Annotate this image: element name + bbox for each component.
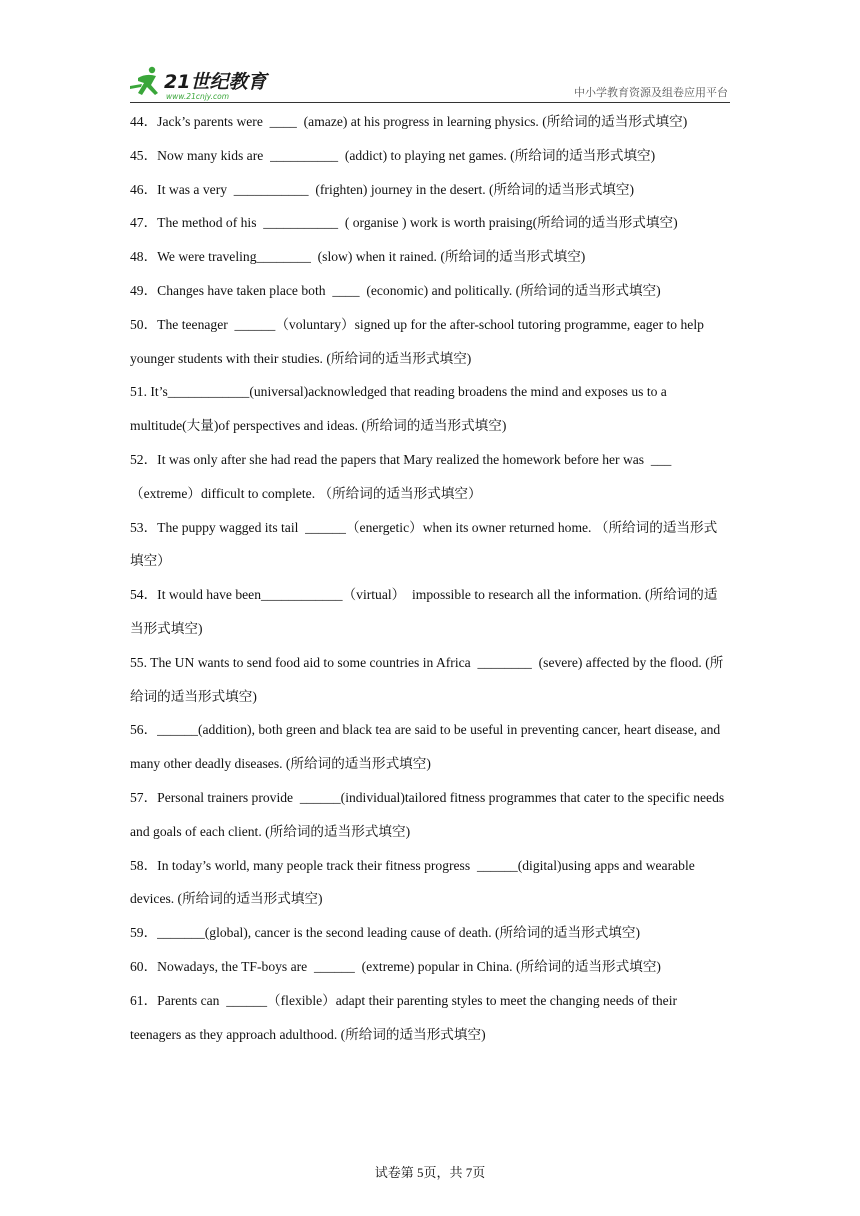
header-tagline: 中小学教育资源及组卷应用平台 xyxy=(574,86,728,99)
question-item xyxy=(130,308,730,376)
page-footer: 试卷第 5页，共 7页 xyxy=(374,1165,486,1180)
question-item xyxy=(130,206,730,240)
question-item xyxy=(130,713,730,781)
question-item xyxy=(130,511,730,579)
question-text: 56．______(addition), both green and black tea are said to be useful in preventing cancer, heart disease, and many other deadly diseases. (所给词的适当形式填空) xyxy=(130,722,724,772)
page-header xyxy=(130,58,730,103)
question-text: 45．Now many kids are __________ (addict) to playing net games. (所给词的适当形式填空) xyxy=(130,147,656,163)
runner-icon xyxy=(130,67,158,95)
question-item xyxy=(130,781,730,849)
question-text: 55. The UN wants to send food aid to some countries in Africa ________ (severe) affected by the flood. (所给词的适当形式填空) xyxy=(130,654,724,704)
question-item xyxy=(130,578,730,646)
question-item xyxy=(130,375,730,443)
question-text: 61．Parents can ______（flexible）adapt their parenting styles to meet the changing needs of their teenagers as they approach adulthood. (所给词的适当形式填空) xyxy=(130,992,681,1042)
question-list xyxy=(130,105,730,1051)
question-text: 58．In today’s world, many people track their fitness progress ______(digital)using apps and wearable devices. (所给词的适当形式填空) xyxy=(130,857,699,907)
question-text: 44．Jack’s parents were ____ (amaze) at his progress in learning physics. (所给词的适当形式填空) xyxy=(130,114,688,129)
question-text: 54．It would have been____________（virtual） impossible to research all the information. (所给词的适当形式填空) xyxy=(130,587,718,636)
question-text: 57．Personal trainers provide ______(individual)tailored fitness programmes that cater to the specific needs and goals of each client. (所给词的适当形式填空) xyxy=(130,789,728,839)
question-text: 48．We were traveling________ (slow) when it rained. (所给词的适当形式填空) xyxy=(130,249,586,265)
question-text: 47．The method of his ___________ ( organise ) work is worth praising(所给词的适当形式填空) xyxy=(130,215,678,231)
question-text: 52．It was only after she had read the papers that Mary realized the homework before her was ___（extreme）difficult to complete. （所给词的适当形式填空） xyxy=(130,451,672,501)
question-item xyxy=(130,646,730,714)
logo-21cnjy xyxy=(130,64,270,102)
question-item xyxy=(130,443,730,511)
logo-text: 21世纪教育 xyxy=(164,71,267,93)
question-item xyxy=(130,950,730,984)
question-text: 51. It’s____________(universal)acknowledged that reading broadens the mind and exposes us to a multitude(大量)of perspectives and ideas. (所给词的适当形式填空) xyxy=(130,384,671,434)
question-text: 50．The teenager ______（voluntary）signed up for the after-school tutoring programme, eager to help younger students with their studies. (所给词的适当形式填空) xyxy=(130,316,708,366)
question-item xyxy=(130,105,730,139)
question-text: 59．_______(global), cancer is the second leading cause of death. (所给词的适当形式填空) xyxy=(130,925,641,941)
question-item xyxy=(130,274,730,308)
question-item xyxy=(130,240,730,274)
question-item xyxy=(130,849,730,917)
question-item xyxy=(130,173,730,207)
logo-url: www.21cnjy.com xyxy=(166,92,230,101)
question-item xyxy=(130,984,730,1052)
question-item xyxy=(130,916,730,950)
question-text: 49．Changes have taken place both ____ (economic) and politically. (所给词的适当形式填空) xyxy=(130,282,661,298)
question-text: 53．The puppy wagged its tail ______（energetic）when its owner returned home. （所给词的适当形式填空） xyxy=(130,519,718,569)
question-text: 60．Nowadays, the TF-boys are ______ (extreme) popular in China. (所给词的适当形式填空) xyxy=(130,958,661,974)
question-item xyxy=(130,139,730,173)
question-text: 46．It was a very ___________ (frighten) journey in the desert. (所给词的适当形式填空) xyxy=(130,181,635,197)
